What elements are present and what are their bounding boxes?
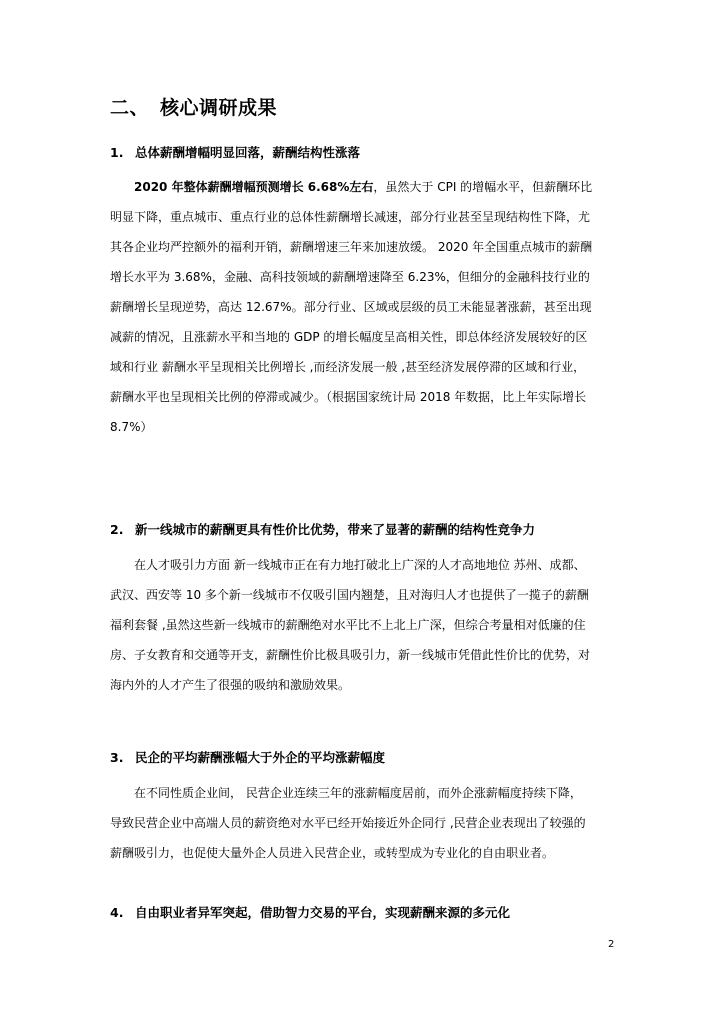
subsection-number: 1. [110,145,124,160]
subsection-title: 自由职业者异军突起，借助智力交易的平台，实现薪酬来源的多元化 [135,905,511,920]
paragraph-line: 域和行业 薪酬水平呈现相关比例增长 ,而经济发展一般 ,甚至经济发展停滞的区域和行业， [110,360,586,374]
paragraph-1 [110,172,616,442]
paragraph-line: 增长水平为 3.68%，金融、高科技领域的薪酬增速降至 6.23%，但细分的金融科技行业的 [110,270,590,284]
paragraph-line: 薪酬吸引力，也促使大量外企人员进入民营企业，或转型成为专业化的自由职业者。 [110,846,555,860]
page-number: 2 [608,939,615,950]
paragraph-line: 减薪的情况，且涨薪水平和当地的 GDP 的增长幅度呈高相关性，即总体经济发展较好的区 [110,330,588,344]
subsection-number: 4. [110,905,124,920]
paragraph-line: 8.7%） [110,420,153,434]
subsection-heading-3 [110,748,385,766]
paragraph-line: 其各企业均严控额外的福利开销，薪酬增速三年来加速放缓。 2020 年全国重点城市的薪酬 [110,240,593,254]
paragraph-line: 明显下降，重点城市、重点行业的总体性薪酬增长减速，部分行业甚至呈现结构性下降，尤 [110,210,591,224]
paragraph-line: 薪酬水平也呈现相关比例的停滞或减少。（根据国家统计局 2018 年数据，比上年实际增长 [110,390,587,404]
paragraph-line: 武汉、西安等 10 多个新一线城市不仅吸引国内翘楚，且对海归人才也提供了一揽子的薪酬 [110,588,589,602]
section-title: 核心调研成果 [160,97,278,119]
paragraph-line: 在不同性质企业间， 民营企业连续三年的涨薪幅度居前，而外企涨薪幅度持续下降， [134,786,582,800]
paragraph-3 [110,778,616,868]
paragraph-line: 海内外的人才产生了很强的吸纳和激励效果。 [110,678,351,692]
paragraph-line-text: ，虽然大于 CPI 的增幅水平，但薪酬环比 [373,180,593,194]
paragraph-line: 福利套餐 ,虽然这些新一线城市的薪酬绝对水平比不上北上广深，但综合考量相对低廉的住 [110,618,586,632]
subsection-title: 新一线城市的薪酬更具有性价比优势，带来了显著的薪酬的结构性竞争力 [135,522,536,537]
subsection-heading-1 [110,143,360,161]
subsection-heading-2 [110,520,535,538]
subsection-number: 3. [110,750,124,765]
paragraph-line: 薪酬增长呈现逆势，高达 12.67%。部分行业、区域或层级的员工未能显著涨薪，甚至出现 [110,300,592,314]
subsection-title: 民企的平均薪酬涨幅大于外企的平均涨薪幅度 [135,750,386,765]
subsection-number: 2. [110,522,124,537]
subsection-heading-4 [110,903,510,921]
section-number: 二、 [110,97,150,119]
paragraph-line: 在人才吸引力方面 新一线城市正在有力地打破北上广深的人才高地地位 苏州、成都、 [134,558,586,572]
paragraph-2 [110,550,616,700]
paragraph-line: 房、子女教育和交通等开支，薪酬性价比极具吸引力，新一线城市凭借此性价比的优势，对 [110,648,591,662]
paragraph-line [110,172,616,202]
paragraph-line: 导致民营企业中高端人员的薪资绝对水平已经开始接近外企同行 ,民营企业表现出了较强的 [110,816,586,830]
section-heading [110,93,277,120]
paragraph-lead-bold: 2020 年整体薪酬增幅预测增长 6.68%左右 [134,180,374,194]
subsection-title: 总体薪酬增幅明显回落，薪酬结构性涨落 [135,145,361,160]
